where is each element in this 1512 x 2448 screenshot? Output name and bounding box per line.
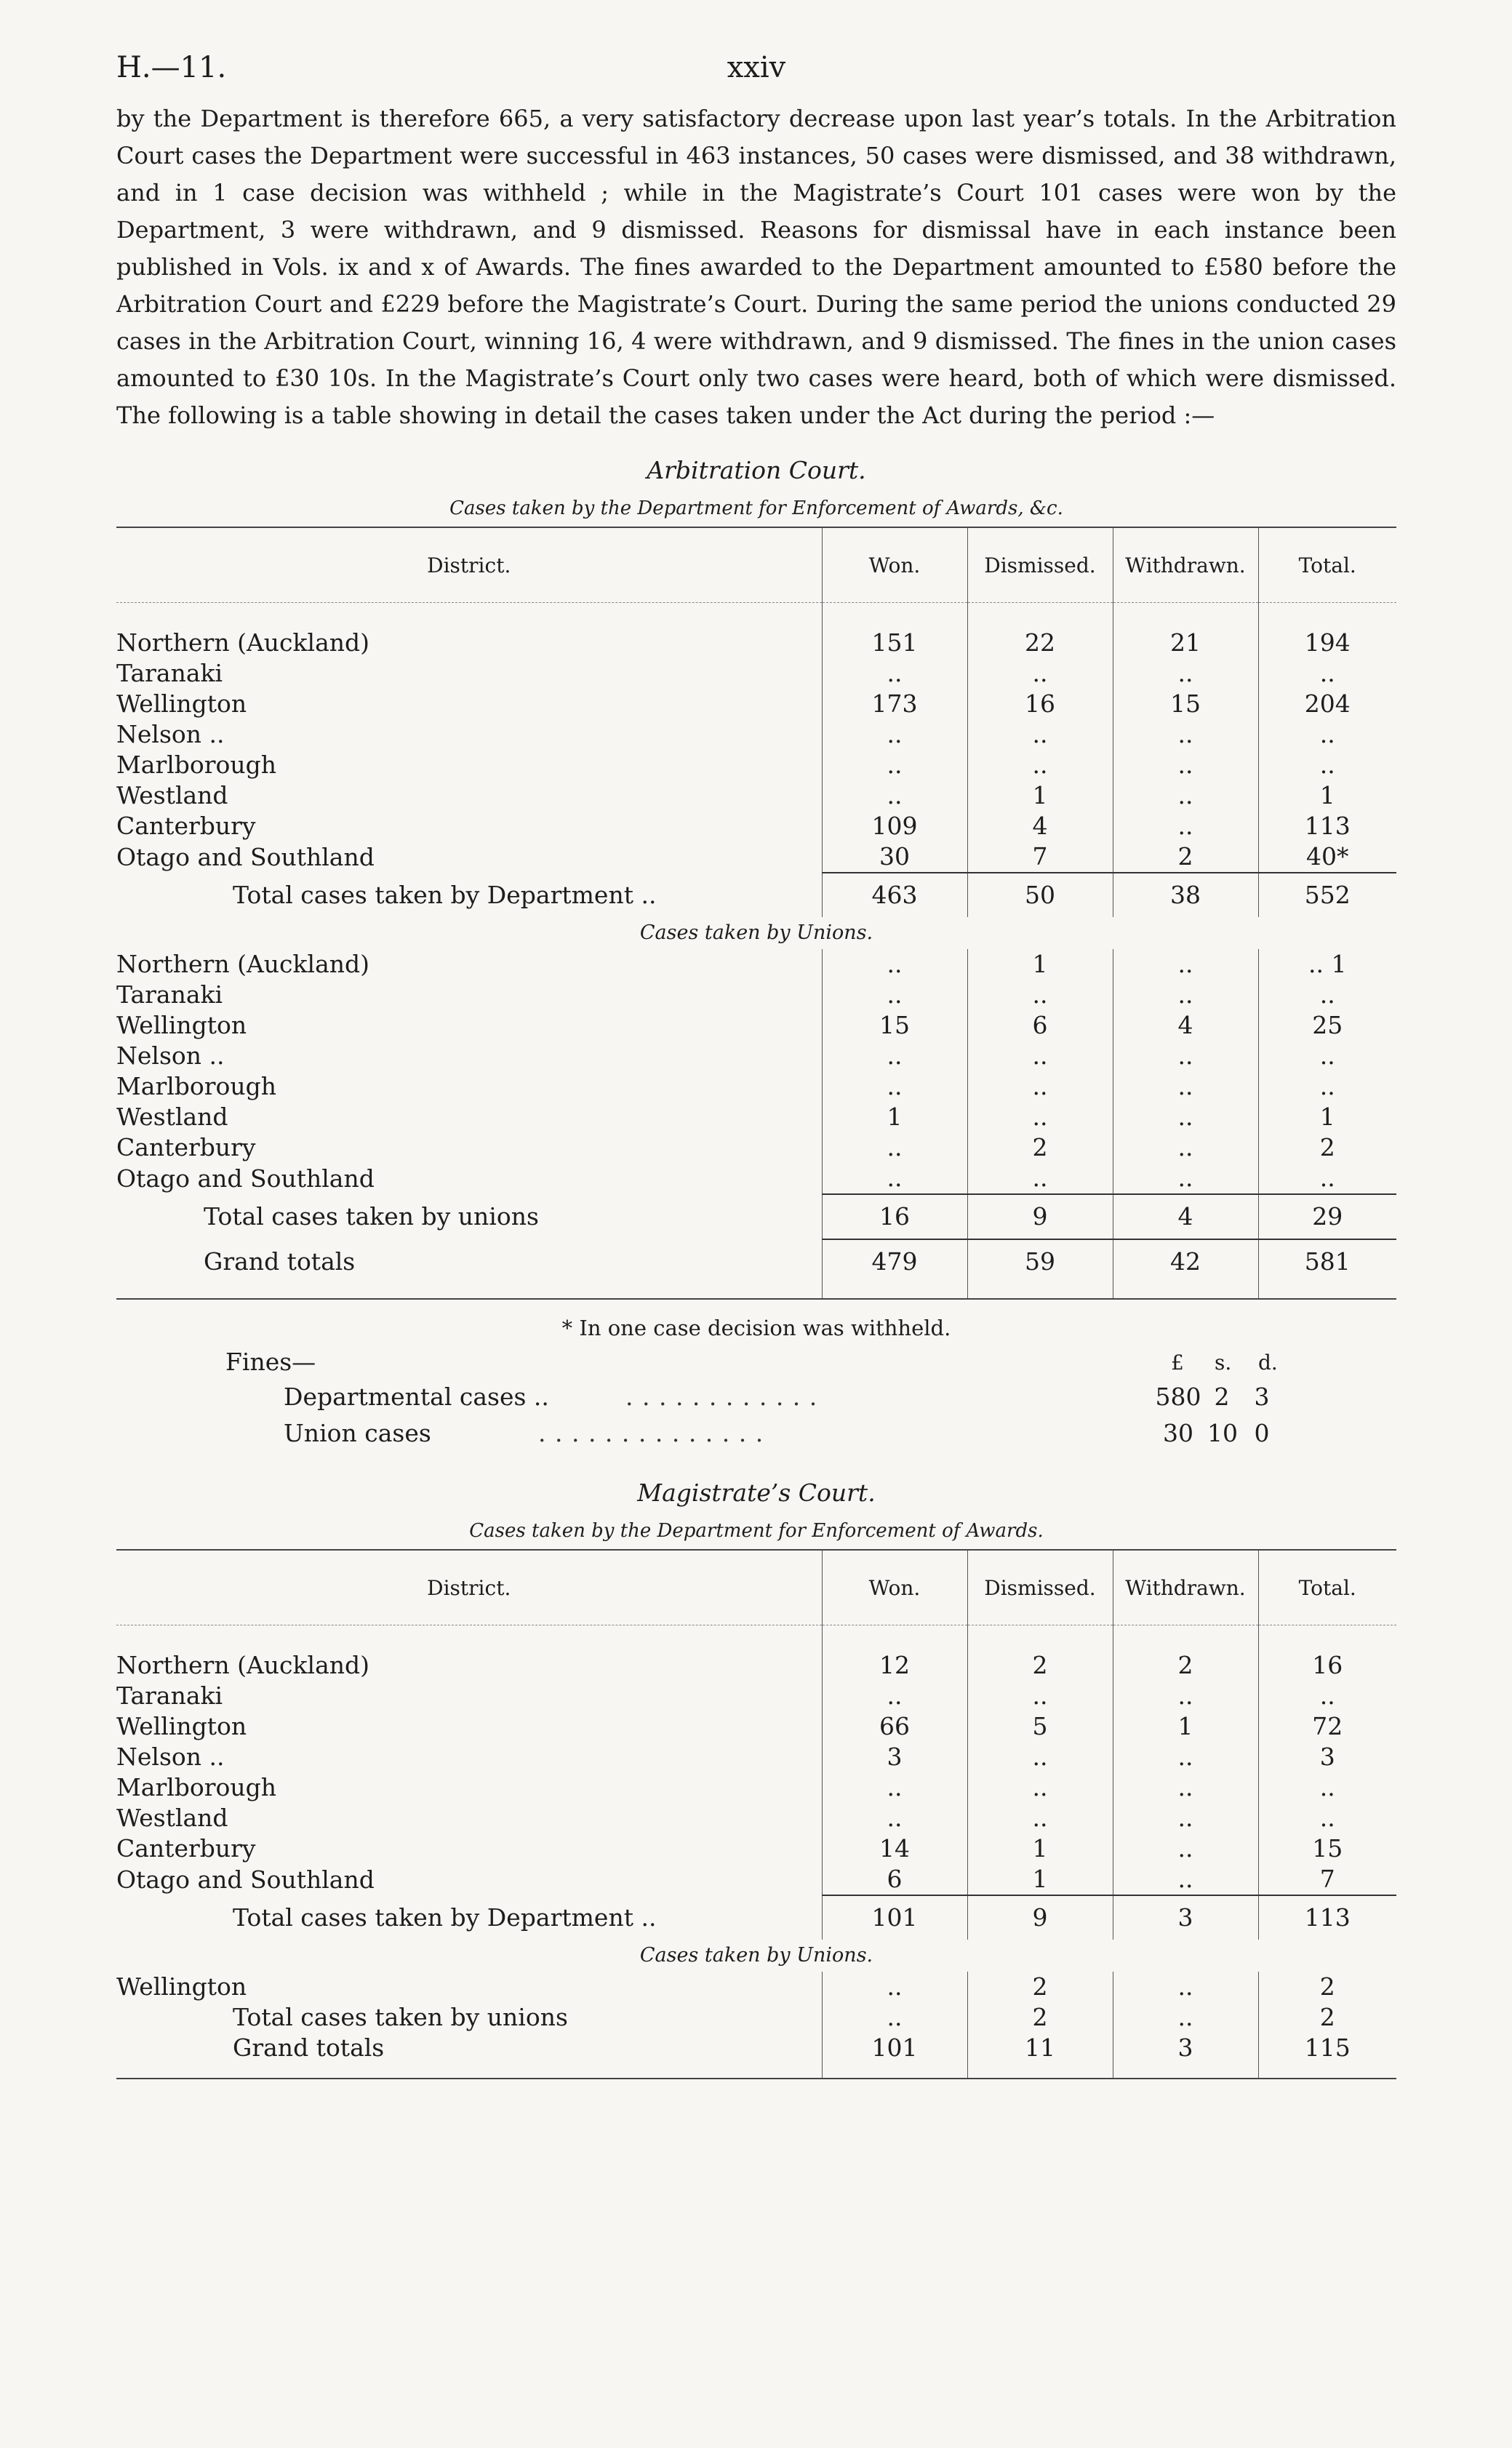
table-row bbox=[116, 1742, 1396, 1772]
district-cell: Nelson .. bbox=[116, 720, 225, 748]
withdrawn-cell: .. bbox=[1113, 719, 1258, 750]
withdrawn-cell: .. bbox=[1113, 1163, 1258, 1194]
district-cell: Wellington bbox=[116, 1712, 247, 1740]
withdrawn-cell: .. bbox=[1113, 811, 1258, 841]
dismissed-cell: .. bbox=[967, 980, 1113, 1010]
total-cell: 40* bbox=[1258, 841, 1396, 873]
total-label: Total cases taken by unions bbox=[204, 1202, 539, 1231]
dismissed-cell: 9 bbox=[967, 1895, 1113, 1940]
dismissed-cell: 22 bbox=[967, 628, 1113, 658]
report-reference: H.—11. bbox=[116, 51, 227, 84]
won-cell: 479 bbox=[822, 1239, 967, 1284]
total-cell: .. bbox=[1258, 1163, 1396, 1194]
district-cell: Taranaki bbox=[116, 659, 223, 687]
total-cell: 2 bbox=[1258, 1132, 1396, 1163]
total-cell: 3 bbox=[1258, 1742, 1396, 1772]
won-cell: 6 bbox=[822, 1864, 967, 1895]
total-label: Total cases taken by Department .. bbox=[233, 880, 657, 909]
district-cell: Northern (Auckland) bbox=[116, 950, 369, 978]
district-cell: Otago and Southland bbox=[116, 1164, 375, 1193]
withdrawn-cell: 2 bbox=[1113, 841, 1258, 873]
won-cell: .. bbox=[822, 1163, 967, 1194]
dismissed-cell: 59 bbox=[967, 1239, 1113, 1284]
dismissed-cell: .. bbox=[967, 1163, 1113, 1194]
won-cell: .. bbox=[822, 1681, 967, 1711]
total-cell: 2 bbox=[1258, 1972, 1396, 2002]
withdrawn-cell: .. bbox=[1113, 780, 1258, 811]
table-row bbox=[116, 1163, 1396, 1194]
total-cell: .. bbox=[1258, 1803, 1396, 1833]
table-row bbox=[116, 1711, 1396, 1742]
won-cell: 101 bbox=[822, 1895, 967, 1940]
total-cell: .. bbox=[1258, 1071, 1396, 1102]
total-cell: .. bbox=[1258, 1041, 1396, 1071]
table-row bbox=[116, 1772, 1396, 1803]
dismissed-cell: .. bbox=[967, 1681, 1113, 1711]
table-row bbox=[116, 1132, 1396, 1163]
withdrawn-cell: .. bbox=[1113, 1102, 1258, 1132]
dismissed-cell: .. bbox=[967, 1041, 1113, 1071]
dismissed-cell: .. bbox=[967, 658, 1113, 689]
dismissed-cell: 5 bbox=[967, 1711, 1113, 1742]
withdrawn-cell: .. bbox=[1113, 949, 1258, 980]
withdrawn-cell: 4 bbox=[1113, 1194, 1258, 1239]
won-cell: .. bbox=[822, 1132, 967, 1163]
arbitration-court-subtitle: Cases taken by the Department for Enforcement of Awards, &c. bbox=[449, 497, 1063, 519]
leader-dots: . . . . . . . . . . . . . . bbox=[538, 1419, 764, 1447]
withdrawn-cell: 15 bbox=[1113, 689, 1258, 719]
won-cell: 101 bbox=[822, 2033, 967, 2063]
withdrawn-cell: 3 bbox=[1113, 2033, 1258, 2063]
dismissed-cell: 2 bbox=[967, 2002, 1113, 2033]
magistrate-court-subtitle: Cases taken by the Department for Enforcement of Awards. bbox=[469, 1520, 1044, 1542]
won-cell: .. bbox=[822, 1772, 967, 1803]
intro-paragraph: by the Department is therefore 665, a very satisfactory decrease upon last year’s totals. In the Arbitration Court cases the Department were successful in 463 instances, 50 cases were dismissed, and 38 withdrawn, and in 1 case decision was withheld ; while in the Magistrate’s Court 101 cases were won by the Department, 3 were withdrawn, and 9 dismissed. Reasons for dismissal have in each instance been published in Vols. ix and x of Awards. The fines awarded to the Department amounted to £580 before the Arbitration Court and £229 before the Magistrate’s Court. During the same period the unions conducted 29 cases in the Arbitration Court, winning 16, 4 were withdrawn, and 9 dismissed. The fines in the union cases amounted to £30 10s. In the Magistrate’s Court only two cases were heard, both of which were dismissed. The following is a table showing in detail the cases taken under the Act during the period :— bbox=[116, 105, 1396, 429]
dismissed-cell: 1 bbox=[967, 1833, 1113, 1864]
table-row bbox=[116, 689, 1396, 719]
total-cell: 16 bbox=[1258, 1650, 1396, 1681]
district-cell: Wellington bbox=[116, 1972, 247, 2001]
fines-union-pounds: 30 bbox=[1163, 1419, 1193, 1447]
total-label: Total cases taken by Department .. bbox=[233, 1903, 657, 1932]
table-row bbox=[116, 1102, 1396, 1132]
withdrawn-cell: 4 bbox=[1113, 1010, 1258, 1041]
withdrawn-cell: .. bbox=[1113, 1803, 1258, 1833]
dismissed-cell: .. bbox=[967, 1772, 1113, 1803]
withdrawn-cell: 38 bbox=[1113, 873, 1258, 917]
dismissed-cell: 11 bbox=[967, 2033, 1113, 2063]
table-row bbox=[116, 1803, 1396, 1833]
fines-union-label: Union cases bbox=[284, 1419, 431, 1447]
dismissed-cell: 1 bbox=[967, 780, 1113, 811]
unions-subheading-row bbox=[116, 1940, 1396, 1972]
won-cell: .. bbox=[822, 750, 967, 780]
dismissed-header: Dismissed. bbox=[967, 1550, 1113, 1625]
withdrawn-header: Withdrawn. bbox=[1113, 527, 1258, 603]
withdrawn-cell: 3 bbox=[1113, 1895, 1258, 1940]
dismissed-cell: 1 bbox=[967, 949, 1113, 980]
withdrawn-cell: .. bbox=[1113, 1772, 1258, 1803]
dismissed-cell: 2 bbox=[967, 1132, 1113, 1163]
won-cell: 173 bbox=[822, 689, 967, 719]
won-cell: 16 bbox=[822, 1194, 967, 1239]
total-cell: 2 bbox=[1258, 2002, 1396, 2033]
district-cell: Marlborough bbox=[116, 751, 277, 779]
dismissed-cell: .. bbox=[967, 1742, 1113, 1772]
withdrawn-cell: .. bbox=[1113, 2002, 1258, 2033]
grand-total-row bbox=[116, 1239, 1396, 1284]
won-cell: 30 bbox=[822, 841, 967, 873]
total-header: Total. bbox=[1258, 1550, 1396, 1625]
district-cell: Northern (Auckland) bbox=[116, 1651, 369, 1679]
dismissed-cell: 16 bbox=[967, 689, 1113, 719]
table-row bbox=[116, 1972, 1396, 2002]
total-cell: 1 bbox=[1258, 780, 1396, 811]
fines-block bbox=[116, 1348, 1396, 1457]
total-label: Grand totals bbox=[233, 2033, 385, 2062]
fines-departmental-shillings: 2 bbox=[1214, 1383, 1230, 1411]
table-row bbox=[116, 750, 1396, 780]
total-cell: .. bbox=[1258, 719, 1396, 750]
total-cell: 113 bbox=[1258, 811, 1396, 841]
won-cell: .. bbox=[822, 1041, 967, 1071]
won-cell: .. bbox=[822, 2002, 967, 2033]
table-row bbox=[116, 628, 1396, 658]
pounds-unit: £ bbox=[1171, 1351, 1184, 1375]
total-label: Grand totals bbox=[204, 1247, 356, 1276]
withdrawn-cell: .. bbox=[1113, 1041, 1258, 1071]
dismissed-cell: 6 bbox=[967, 1010, 1113, 1041]
district-cell: Wellington bbox=[116, 1011, 247, 1039]
total-cell: 25 bbox=[1258, 1010, 1396, 1041]
won-cell: 66 bbox=[822, 1711, 967, 1742]
district-cell: Westland bbox=[116, 1804, 228, 1832]
unions-total-row bbox=[116, 1194, 1396, 1239]
table-row bbox=[116, 1833, 1396, 1864]
withdrawn-cell: 2 bbox=[1113, 1650, 1258, 1681]
table-row bbox=[116, 1041, 1396, 1071]
arbitration-court-title: Arbitration Court. bbox=[647, 456, 866, 484]
fines-departmental-label: Departmental cases .. bbox=[284, 1383, 549, 1411]
won-cell: .. bbox=[822, 1972, 967, 2002]
table-row bbox=[116, 1864, 1396, 1895]
arbitration-table bbox=[116, 527, 1396, 1300]
district-cell: Canterbury bbox=[116, 812, 256, 840]
dismissed-cell: .. bbox=[967, 750, 1113, 780]
district-cell: Wellington bbox=[116, 689, 247, 718]
won-cell: 151 bbox=[822, 628, 967, 658]
won-cell: .. bbox=[822, 1071, 967, 1102]
magistrate-court-title: Magistrate’s Court. bbox=[637, 1479, 876, 1507]
withdrawn-cell: .. bbox=[1113, 1681, 1258, 1711]
total-cell: 7 bbox=[1258, 1864, 1396, 1895]
won-cell: .. bbox=[822, 780, 967, 811]
total-cell: 204 bbox=[1258, 689, 1396, 719]
district-cell: Taranaki bbox=[116, 980, 223, 1009]
document-page bbox=[116, 44, 1396, 2079]
total-header: Total. bbox=[1258, 527, 1396, 603]
dismissed-cell: 1 bbox=[967, 1864, 1113, 1895]
total-cell: .. bbox=[1258, 1681, 1396, 1711]
total-cell: 194 bbox=[1258, 628, 1396, 658]
district-cell: Westland bbox=[116, 781, 228, 809]
won-cell: 15 bbox=[822, 1010, 967, 1041]
unions-subheading: Cases taken by Unions. bbox=[639, 921, 873, 944]
table-header-row bbox=[116, 527, 1396, 603]
dismissed-cell: .. bbox=[967, 1803, 1113, 1833]
table-row bbox=[116, 719, 1396, 750]
withdrawn-cell: .. bbox=[1113, 1071, 1258, 1102]
dismissed-cell: 4 bbox=[967, 811, 1113, 841]
table-row bbox=[116, 1650, 1396, 1681]
district-header: District. bbox=[116, 527, 822, 603]
magistrate-table bbox=[116, 1549, 1396, 2079]
district-cell: Westland bbox=[116, 1103, 228, 1131]
district-cell: Canterbury bbox=[116, 1834, 256, 1863]
dismissed-cell: .. bbox=[967, 719, 1113, 750]
total-label: Total cases taken by unions bbox=[233, 2003, 568, 2031]
won-cell: .. bbox=[822, 1803, 967, 1833]
district-cell: Marlborough bbox=[116, 1072, 277, 1100]
district-cell: Nelson .. bbox=[116, 1041, 225, 1070]
leader-dots: . . . . . . . . . . . . bbox=[625, 1383, 818, 1411]
unions-subheading: Cases taken by Unions. bbox=[639, 1944, 873, 1967]
dismissed-cell: 2 bbox=[967, 1972, 1113, 2002]
fines-union-shillings: 10 bbox=[1207, 1419, 1238, 1447]
unions-total-row bbox=[116, 2002, 1396, 2033]
total-cell: 15 bbox=[1258, 1833, 1396, 1864]
withdrawn-header: Withdrawn. bbox=[1113, 1550, 1258, 1625]
table-row bbox=[116, 658, 1396, 689]
table-row bbox=[116, 811, 1396, 841]
page-number: xxiv bbox=[727, 51, 786, 84]
total-cell: .. bbox=[1258, 980, 1396, 1010]
dismissed-cell: .. bbox=[967, 1071, 1113, 1102]
total-cell: 72 bbox=[1258, 1711, 1396, 1742]
won-cell: 1 bbox=[822, 1102, 967, 1132]
department-total-row bbox=[116, 1895, 1396, 1940]
won-header: Won. bbox=[822, 527, 967, 603]
withdrawn-cell: .. bbox=[1113, 750, 1258, 780]
fines-departmental-pounds: 580 bbox=[1155, 1383, 1201, 1411]
won-cell: 463 bbox=[822, 873, 967, 917]
withdrawn-cell: .. bbox=[1113, 658, 1258, 689]
total-cell: .. bbox=[1258, 750, 1396, 780]
total-cell: 29 bbox=[1258, 1194, 1396, 1239]
fines-label: Fines— bbox=[225, 1348, 316, 1376]
table-row bbox=[116, 949, 1396, 980]
withdrawn-cell: .. bbox=[1113, 1972, 1258, 2002]
won-cell: .. bbox=[822, 949, 967, 980]
pence-unit: d. bbox=[1258, 1351, 1278, 1375]
district-cell: Northern (Auckland) bbox=[116, 628, 369, 657]
won-header: Won. bbox=[822, 1550, 967, 1625]
page-header bbox=[116, 44, 1396, 95]
footnote: * In one case decision was withheld. bbox=[561, 1316, 951, 1340]
dismissed-cell: 2 bbox=[967, 1650, 1113, 1681]
won-cell: .. bbox=[822, 719, 967, 750]
total-cell: 113 bbox=[1258, 1895, 1396, 1940]
district-cell: Canterbury bbox=[116, 1133, 256, 1161]
shillings-unit: s. bbox=[1215, 1351, 1232, 1375]
district-cell: Taranaki bbox=[116, 1681, 223, 1710]
total-cell: 1 bbox=[1258, 1102, 1396, 1132]
table-header-row bbox=[116, 1550, 1396, 1625]
district-header: District. bbox=[116, 1550, 822, 1625]
withdrawn-cell: .. bbox=[1113, 1864, 1258, 1895]
total-cell: .. 1 bbox=[1258, 949, 1396, 980]
table-row bbox=[116, 1071, 1396, 1102]
district-cell: Marlborough bbox=[116, 1773, 277, 1801]
won-cell: 12 bbox=[822, 1650, 967, 1681]
dismissed-cell: 9 bbox=[967, 1194, 1113, 1239]
withdrawn-cell: 21 bbox=[1113, 628, 1258, 658]
district-cell: Nelson .. bbox=[116, 1743, 225, 1771]
dismissed-header: Dismissed. bbox=[967, 527, 1113, 603]
table-row bbox=[116, 780, 1396, 811]
fines-departmental-pence: 3 bbox=[1254, 1383, 1270, 1411]
table-row bbox=[116, 1010, 1396, 1041]
grand-total-row bbox=[116, 2033, 1396, 2063]
withdrawn-cell: .. bbox=[1113, 1132, 1258, 1163]
district-cell: Otago and Southland bbox=[116, 1865, 375, 1894]
district-cell: Otago and Southland bbox=[116, 842, 375, 871]
withdrawn-cell: .. bbox=[1113, 1833, 1258, 1864]
dismissed-cell: .. bbox=[967, 1102, 1113, 1132]
total-cell: .. bbox=[1258, 1772, 1396, 1803]
dismissed-cell: 7 bbox=[967, 841, 1113, 873]
total-cell: 552 bbox=[1258, 873, 1396, 917]
table-row bbox=[116, 1681, 1396, 1711]
withdrawn-cell: 1 bbox=[1113, 1711, 1258, 1742]
won-cell: .. bbox=[822, 980, 967, 1010]
won-cell: 3 bbox=[822, 1742, 967, 1772]
unions-subheading-row bbox=[116, 917, 1396, 949]
total-cell: 115 bbox=[1258, 2033, 1396, 2063]
won-cell: 109 bbox=[822, 811, 967, 841]
total-cell: .. bbox=[1258, 658, 1396, 689]
withdrawn-cell: .. bbox=[1113, 980, 1258, 1010]
withdrawn-cell: 42 bbox=[1113, 1239, 1258, 1284]
table-row bbox=[116, 980, 1396, 1010]
withdrawn-cell: .. bbox=[1113, 1742, 1258, 1772]
table-row bbox=[116, 841, 1396, 873]
dismissed-cell: 50 bbox=[967, 873, 1113, 917]
department-total-row bbox=[116, 873, 1396, 917]
fines-union-pence: 0 bbox=[1254, 1419, 1270, 1447]
total-cell: 581 bbox=[1258, 1239, 1396, 1284]
won-cell: .. bbox=[822, 658, 967, 689]
won-cell: 14 bbox=[822, 1833, 967, 1864]
